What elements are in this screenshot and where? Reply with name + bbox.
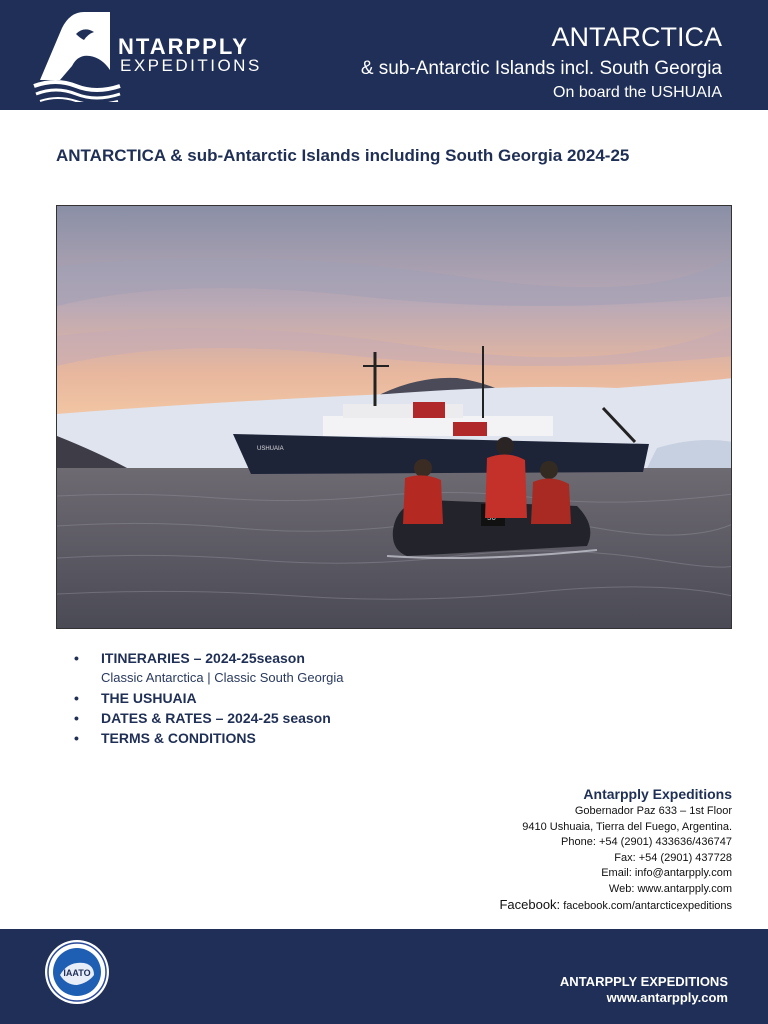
contact-block <box>499 784 732 915</box>
iaato-label: IAATO <box>63 968 91 978</box>
toc-terms: TERMS & CONDITIONS <box>101 730 256 746</box>
toc-itineraries: ITINERARIES – 2024-25season <box>101 650 305 666</box>
address-line-1: Gobernador Paz 633 – 1st Floor <box>574 805 732 817</box>
hull-name: USHUAIA <box>257 446 284 452</box>
sea <box>57 468 732 629</box>
web-link[interactable]: Web: www.antarpply.com <box>608 882 732 895</box>
phone: Phone: +54 (2901) 433636/436747 <box>561 836 732 848</box>
bullet: • <box>74 690 79 706</box>
company-name: Antarpply Expeditions <box>583 786 732 802</box>
header-subtitle: & sub-Antarctic Islands incl. South Georgia <box>360 58 722 79</box>
ship-zodiac-illustration <box>57 206 732 629</box>
address-line-2: 9410 Ushuaia, Tierra del Fuego, Argentina. <box>522 820 732 833</box>
facebook-label: Facebook: <box>499 897 561 912</box>
iaato-seal-icon <box>44 939 110 1005</box>
footer-web-link[interactable]: www.antarpply.com <box>606 990 728 1005</box>
logo-wordmark-bottom: EXPEDITIONS <box>120 56 262 75</box>
bullet: • <box>74 650 79 666</box>
header-title: ANTARCTICA <box>551 22 722 52</box>
bullet: • <box>74 710 79 726</box>
contents-list <box>72 648 344 748</box>
list-item <box>72 648 344 688</box>
cover-photo <box>56 205 732 629</box>
logo-wordmark-top: NTARPPLY <box>118 34 249 59</box>
toc-dates-rates: DATES & RATES – 2024-25 season <box>101 710 331 726</box>
toc-the-ushuaia: THE USHUAIA <box>101 690 197 706</box>
toc-itineraries-sub: Classic Antarctica | Classic South Georgia <box>101 670 344 685</box>
list-item <box>72 688 344 708</box>
header-onboard: On board the USHUAIA <box>553 84 722 101</box>
email-link[interactable]: Email: info@antarpply.com <box>601 867 732 879</box>
header-banner <box>0 0 768 110</box>
footer-company-name: ANTARPPLY EXPEDITIONS <box>559 974 728 989</box>
footer-banner <box>0 929 768 1024</box>
list-item <box>72 728 344 748</box>
document-title: ANTARCTICA & sub-Antarctic Islands including South Georgia 2024-25 <box>56 146 630 165</box>
facebook-link[interactable]: facebook.com/antarcticexpeditions <box>563 900 732 912</box>
bullet: • <box>74 730 79 746</box>
antarpply-logo-icon <box>32 10 122 102</box>
fax: Fax: +54 (2901) 437728 <box>614 851 732 864</box>
list-item <box>72 708 344 728</box>
